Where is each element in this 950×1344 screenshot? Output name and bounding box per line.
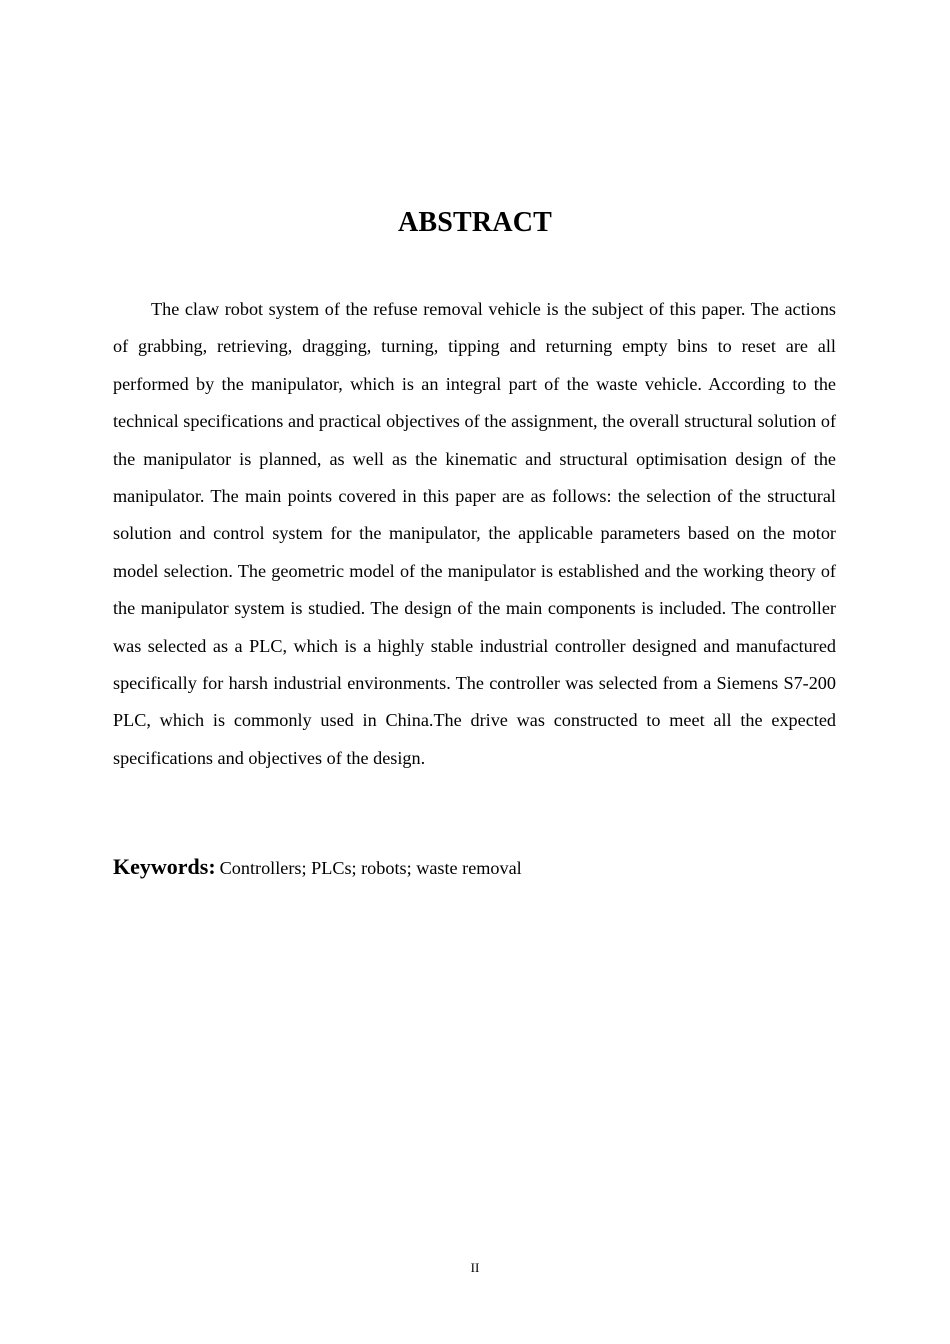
abstract-paragraph: The claw robot system of the refuse removal vehicle is the subject of this paper. The actions of grabbing, retrieving, dragging, turning, tipping and returning empty bins to reset are all performed by the manipulator, which is an integral part of the waste vehicle. According to the technical specifications and practical objectives of the assignment, the overall structural solution of the manipulator is planned, as well as the kinematic and structural optimisation design of the manipulator. The main points covered in this paper are as follows: the selection of the structural solution and control system for the manipulator, the applicable parameters based on the motor model selection. The geometric model of the manipulator is established and the working theory of the manipulator system is studied. The design of the main components is included. The controller was selected as a PLC, which is a highly stable industrial controller designed and manufactured specifically for harsh industrial environments. The controller was selected from a Siemens S7-200 PLC, which is commonly used in China.The drive was constructed to meet all the expected specifications and objectives of the design.	[113, 299, 836, 768]
keywords-value: Controllers; PLCs; robots; waste removal	[219, 858, 522, 878]
keywords-label: Keywords:	[113, 854, 216, 879]
keywords-line	[113, 848, 836, 889]
page-number: II	[470, 1260, 480, 1275]
abstract-title: ABSTRACT	[397, 207, 553, 238]
